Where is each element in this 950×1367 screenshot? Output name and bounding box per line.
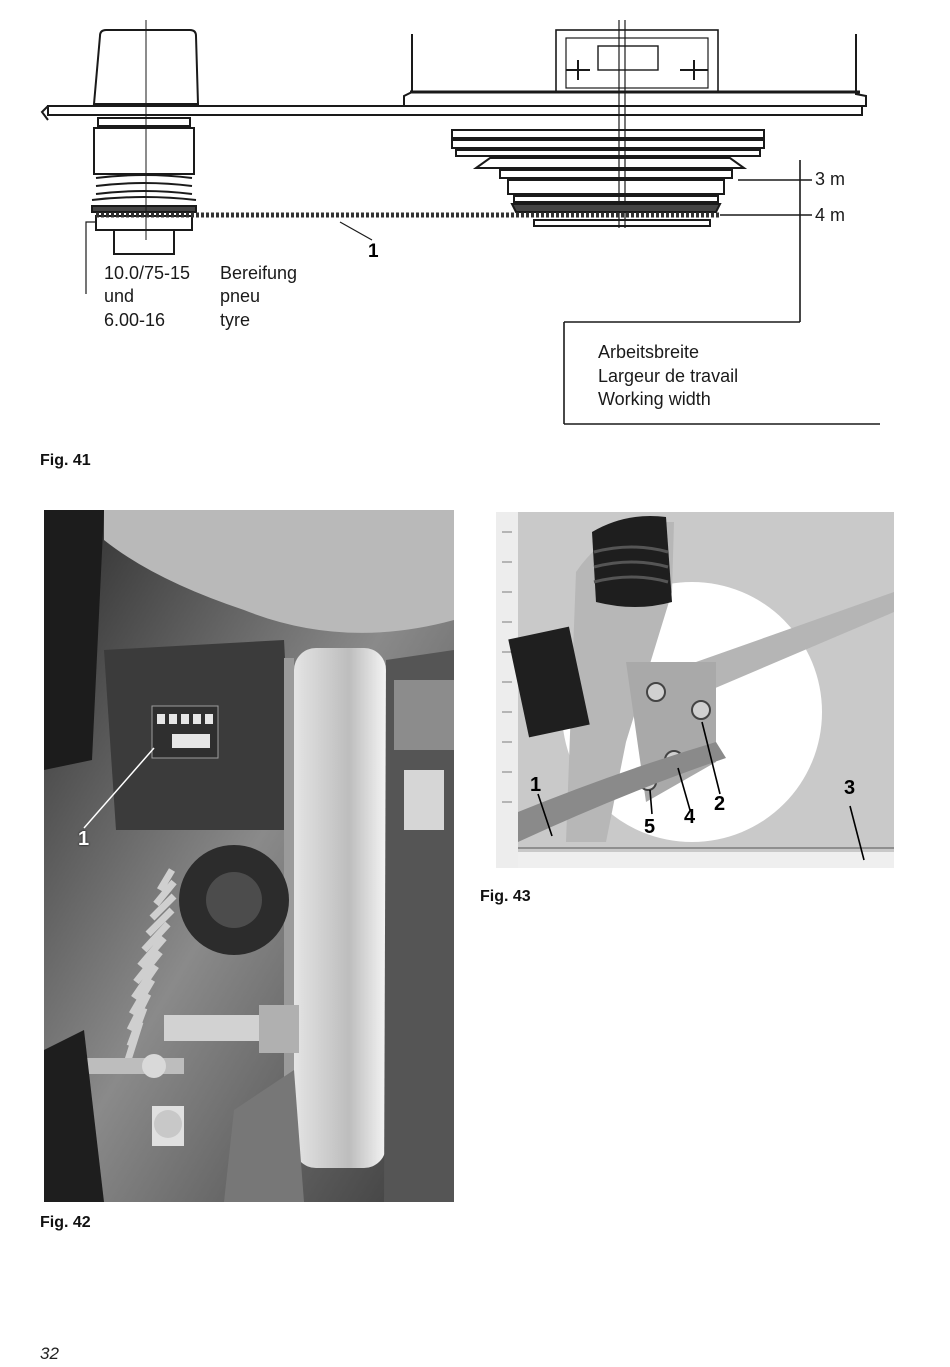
fig43-callout-5: 5 — [644, 816, 656, 838]
fig43-callout-4: 4 — [684, 806, 696, 828]
fig42-svg — [44, 510, 454, 1202]
tyre-size-3: 6.00-16 — [104, 310, 166, 330]
wheel-hub — [94, 128, 194, 174]
tyre-word-de: Bereifung — [220, 263, 298, 283]
fig43-callout-2: 2 — [714, 793, 726, 815]
fig42-callout-1: 1 — [78, 828, 90, 850]
marker-4m: 4 m — [815, 205, 846, 225]
tyre-size-2: und — [104, 286, 135, 306]
working-width-de: Arbeitsbreite — [598, 342, 700, 362]
fig42-photo — [44, 510, 454, 1202]
tyre-word-fr: pneu — [220, 286, 261, 306]
fig41-callout-1: 1 — [368, 241, 379, 262]
fig42-caption: Fig. 42 — [40, 1214, 91, 1231]
working-width-fr: Largeur de travail — [598, 366, 739, 386]
fig43-callout-1: 1 — [530, 774, 542, 796]
working-width-en: Working width — [598, 389, 711, 409]
marker-3m: 3 m — [815, 169, 846, 189]
fig41-caption: Fig. 41 — [40, 452, 91, 469]
fig43-callout-3: 3 — [844, 777, 856, 799]
fig43-photo — [496, 512, 894, 868]
tyre-size-1: 10.0/75-15 — [104, 263, 191, 283]
fig41-svg — [0, 0, 950, 440]
tyre-word-en: tyre — [220, 310, 251, 330]
page-number: 32 — [40, 1344, 59, 1363]
fig41-drawing — [0, 0, 950, 440]
fig43-caption: Fig. 43 — [480, 888, 531, 905]
